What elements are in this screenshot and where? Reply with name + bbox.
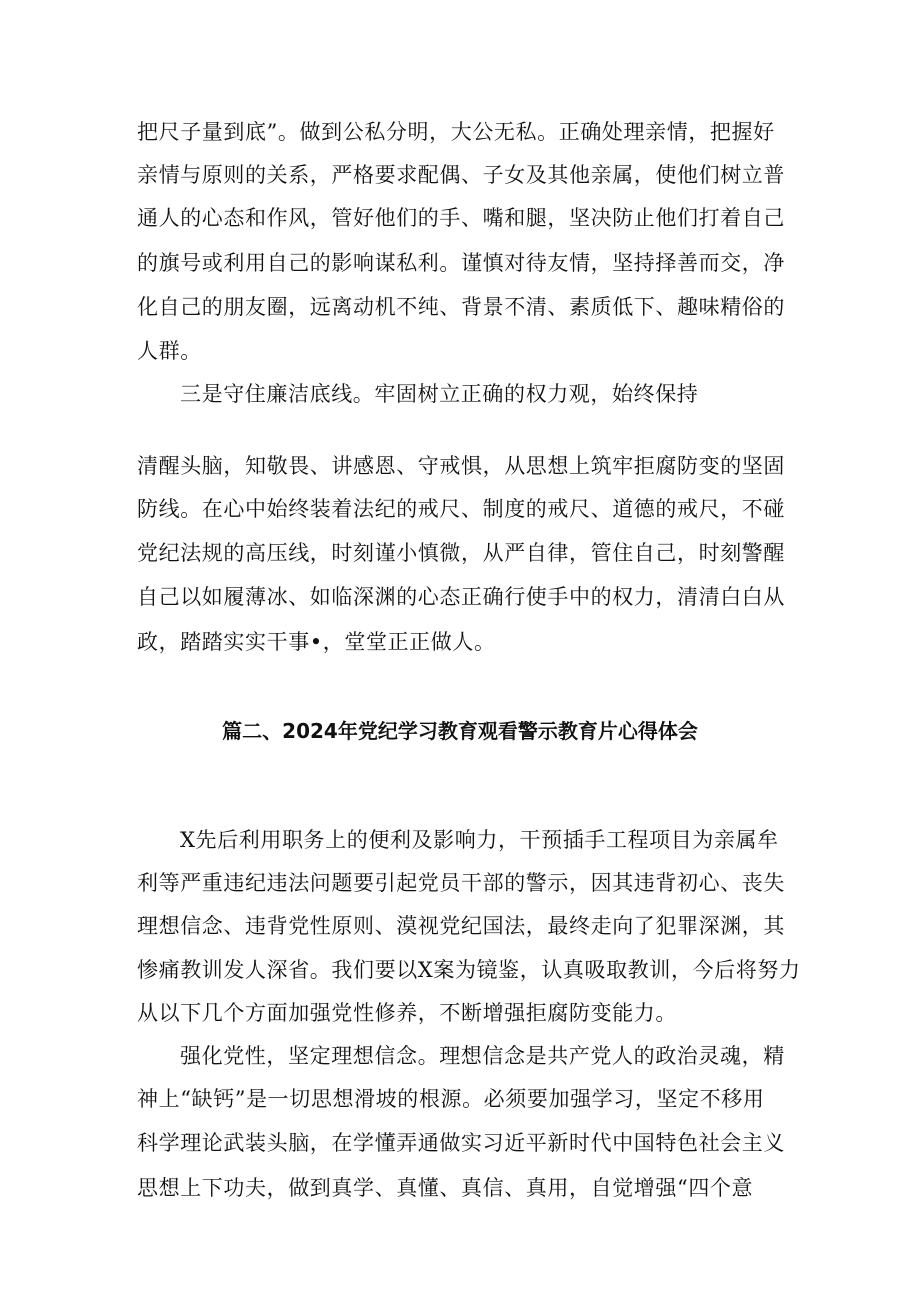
paragraph-line: 自己以如履薄冰、如临深渊的心态正确行使手中的权力，清清白白从 (137, 585, 785, 609)
paragraph-line: 人群。 (137, 339, 202, 363)
section-heading: 篇二、2024年党纪学习教育观看警示教育片心得体会 (222, 719, 698, 743)
paragraph-line: 理想信念、违背党性原则、漠视党纪国法，最终走向了犯罪深渊，其 (137, 914, 785, 938)
paragraph-line: 党纪法规的高压线，时刻谨小慎微，从严自律，管住自己，时刻警醒 (137, 541, 785, 565)
paragraph-line: 思想上下功夫，做到真学、真懂、真信、真用，自觉增强“四个意 (137, 1176, 754, 1200)
paragraph-first-line: 强化党性，坚定理想信念。理想信念是共产党人的政治灵魂，精 (180, 1044, 785, 1068)
paragraph-first-line: X先后利用职务上的便利及影响力，干预插手工程项目为亲属牟 (180, 828, 779, 852)
paragraph-line: 神上“缺钙”是一切思想滑坡的根源。必须要加强学习，坚定不移用 (137, 1087, 765, 1111)
paragraph-line: 政，踏踏实实干事•，堂堂正正做人。 (137, 630, 496, 654)
paragraph-line: 通人的心态和作风，管好他们的手、嘴和腿，坚决防止他们打着自己 (137, 206, 785, 230)
paragraph-line: 科学理论武装头脑，在学懂弄通做实习近平新时代中国特色社会主义 (137, 1131, 785, 1155)
paragraph-line: 利等严重违纪违法问题要引起党员干部的警示，因其违背初心、丧失 (137, 871, 785, 895)
paragraph-line: 从以下几个方面加强党性修养，不断增强拒腐防变能力。 (137, 1001, 677, 1025)
paragraph-line: 化自己的朋友圈，远离动机不纯、背景不清、素质低下、趣味精俗的 (137, 295, 785, 319)
paragraph-line: 防线。在心中始终装着法纪的戒尺、制度的戒尺、道德的戒尺，不碰 (137, 497, 785, 521)
paragraph-line: 惨痛教训发人深省。我们要以X案为镜鉴，认真吸取教训，今后将努力 (137, 958, 801, 982)
paragraph-line: 亲情与原则的关系，严格要求配偶、子女及其他亲属，使他们树立普 (137, 163, 785, 187)
paragraph-line: 把尺子量到底”。做到公私分明，大公无私。正确处理亲情，把握好 (137, 120, 775, 144)
paragraph-line: 的旗号或利用自己的影响谋私利。谨慎对待友情，坚持择善而交，净 (137, 251, 785, 275)
paragraph-first-line: 三是守住廉洁底线。牢固树立正确的权力观，始终保持 (180, 382, 699, 406)
paragraph-line: 清醒头脑，知敬畏、讲感恩、守戒惧，从思想上筑牢拒腐防变的坚固 (137, 454, 785, 478)
